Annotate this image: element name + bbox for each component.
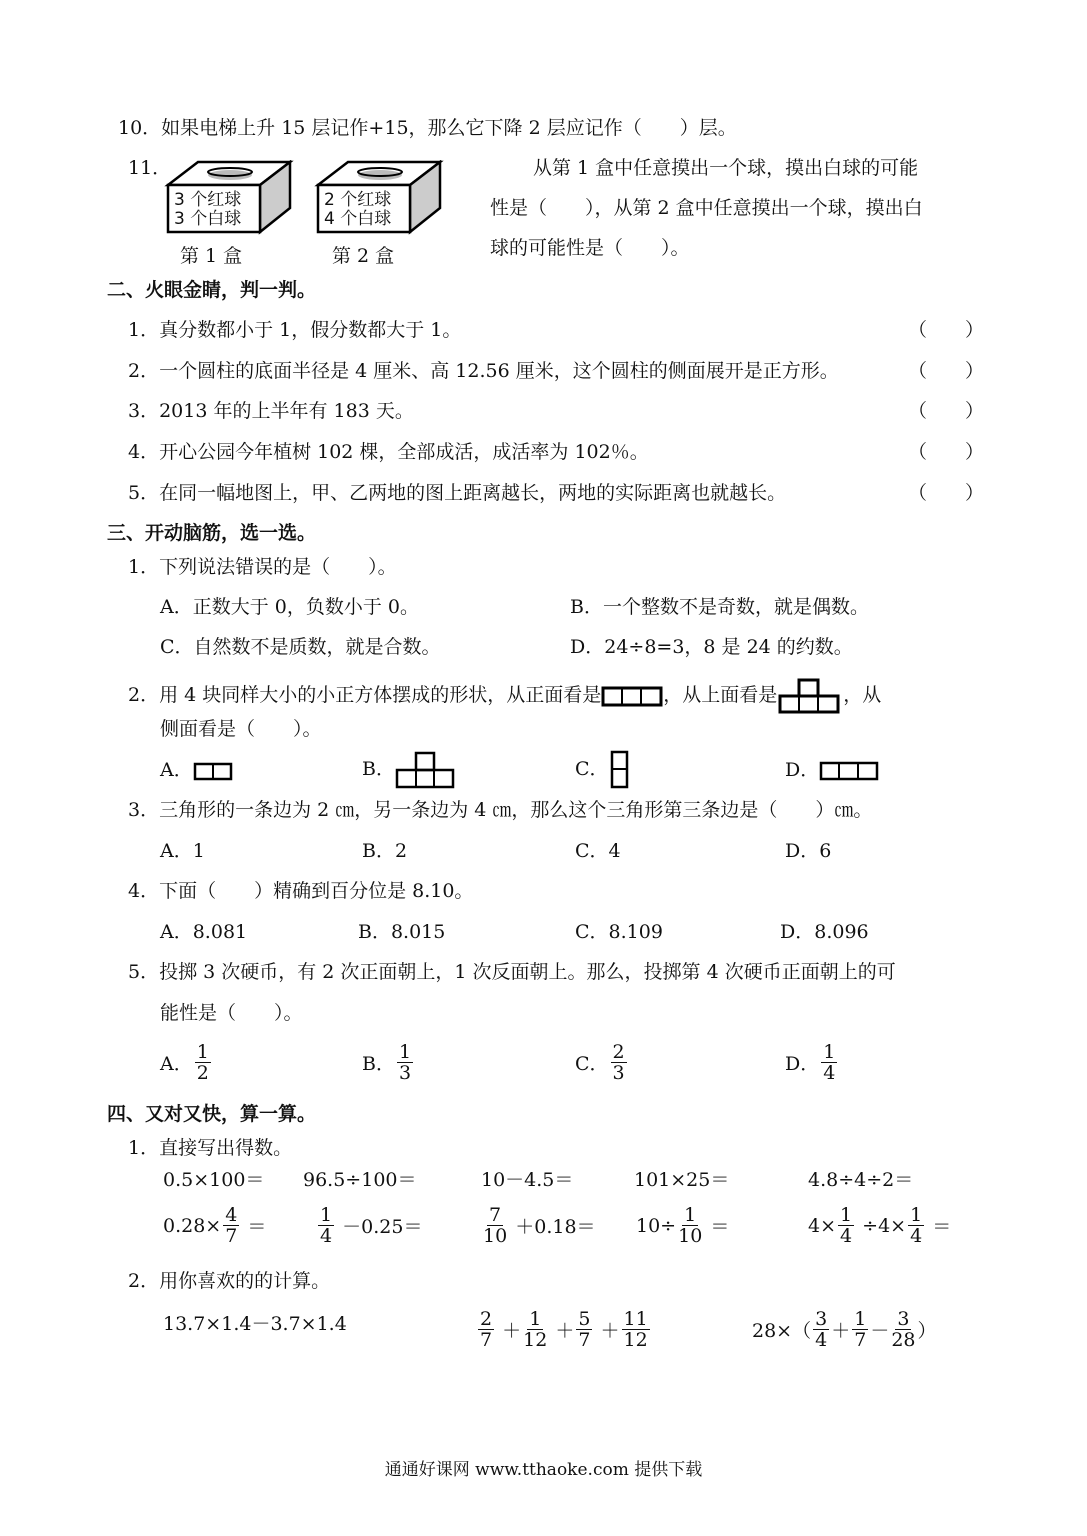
answer-paren[interactable]: （ ） (907, 441, 984, 463)
option-d: D．24÷8=3，8 是 24 的约数。 (570, 636, 853, 658)
expr-text: ÷4× (856, 1214, 907, 1237)
choice-5-text-cont: 能性是（ ）。 (160, 1002, 303, 1024)
numerator: 3 (815, 1308, 828, 1330)
option-d: D．8.096 (780, 921, 869, 943)
calc-expression (163, 1309, 347, 1336)
fraction (908, 1205, 924, 1246)
calc-1-text: 1．直接写出得数。 (128, 1137, 293, 1159)
numerator: 7 (489, 1204, 502, 1226)
denominator: 10 (483, 1225, 508, 1247)
numerator: 11 (623, 1308, 648, 1330)
expr-text: 4× (808, 1214, 837, 1237)
section-4-title: 四、又对又快，算一算。 (107, 1103, 317, 1125)
judge-item (128, 318, 984, 342)
numerator: 2 (480, 1308, 493, 1330)
denominator: 10 (678, 1225, 703, 1247)
denominator: 4 (815, 1329, 828, 1351)
denominator: 3 (612, 1062, 625, 1084)
option-a (160, 758, 235, 782)
expr-text: ＋ (496, 1320, 522, 1342)
fraction (611, 1042, 627, 1083)
text: ，从上面看是 (663, 684, 778, 706)
oral-calc: 96.5÷100＝ (303, 1169, 417, 1191)
fraction (483, 1205, 507, 1246)
section-2-title: 二、火眼金睛，判一判。 (107, 279, 317, 301)
expr-text: 28×（ (752, 1320, 812, 1342)
view-figure-d (819, 760, 881, 782)
expr-text: ＋ (594, 1320, 620, 1342)
option-a (160, 1042, 213, 1083)
answer-paren[interactable]: （ ） (907, 482, 984, 504)
fraction (223, 1205, 239, 1246)
fraction (891, 1309, 915, 1350)
denominator: 7 (480, 1329, 493, 1351)
option-c: C．4 (575, 840, 621, 862)
expr-text: 13.7×1.4－3.7×1.4 (163, 1313, 347, 1335)
fraction (318, 1205, 334, 1246)
option-label: D． (785, 759, 820, 781)
expr-text: ） (917, 1320, 937, 1342)
option-b: B．2 (362, 840, 408, 862)
text: 2．用 4 块同样大小的小正方体摆成的形状，从正面看是 (128, 684, 602, 706)
option-label: A． (160, 759, 193, 781)
question-11-line: 球的可能性是（ ）。 (490, 237, 690, 259)
view-figure-c (609, 750, 631, 790)
box-2-red: 2 个红球 (324, 190, 392, 210)
choice-2-text (128, 677, 881, 715)
option-c: C．自然数不是质数，就是合数。 (160, 636, 441, 658)
denominator: 4 (840, 1225, 853, 1247)
calc-expression (481, 1205, 596, 1246)
numerator: 1 (854, 1308, 867, 1330)
box-2-label: 第 2 盒 (332, 245, 395, 267)
option-d: D．6 (785, 840, 832, 862)
numerator: 1 (320, 1204, 333, 1226)
numerator: 1 (398, 1041, 412, 1063)
denominator: 12 (623, 1329, 648, 1351)
option-a: A．8.081 (160, 921, 248, 943)
option-label: C． (575, 1053, 609, 1075)
denominator: 7 (854, 1329, 867, 1351)
calc-expression (316, 1205, 422, 1246)
judge-text: 3．2013 年的上半年有 183 天。 (128, 400, 414, 422)
option-label: D． (785, 1053, 820, 1075)
oral-calc: 10－4.5＝ (481, 1169, 574, 1191)
choice-3-text: 3．三角形的一条边为 2 ㎝，另一条边为 4 ㎝，那么这个三角形第三条边是（ ）㎝。 (128, 799, 873, 821)
expr-text: 0.28× (163, 1214, 222, 1237)
option-c (575, 1042, 629, 1083)
fraction (397, 1042, 413, 1083)
calc-expression (808, 1205, 951, 1246)
box-1-label: 第 1 盒 (180, 245, 243, 267)
footer-source: 通通好课网 www.tthaoke.com 提供下载 (384, 1460, 703, 1480)
choice-4-text: 4．下面（ ）精确到百分位是 8.10。 (128, 880, 474, 902)
view-figure-a (193, 761, 235, 781)
choice-5-text: 5．投掷 3 次硬币，有 2 次正面朝上，1 次反面朝上。那么，投掷第 4 次硬币正面朝上的可 (128, 961, 896, 983)
judge-item (128, 359, 984, 383)
option-b: B．一个整数不是奇数，就是偶数。 (570, 596, 869, 618)
judge-text: 2．一个圆柱的底面半径是 4 厘米、高 12.56 厘米，这个圆柱的侧面展开是正方形。 (128, 360, 839, 382)
choice-2-text-cont: 侧面看是（ ）。 (160, 718, 322, 740)
fraction (838, 1205, 854, 1246)
answer-paren[interactable]: （ ） (907, 400, 984, 422)
option-d (785, 1042, 839, 1083)
denominator: 12 (523, 1329, 548, 1351)
denominator: 2 (196, 1062, 209, 1084)
option-b (362, 1042, 415, 1083)
judge-item (128, 481, 984, 505)
option-a: A．正数大于 0，负数小于 0。 (160, 596, 419, 618)
calc-expression (163, 1205, 266, 1246)
judge-text: 1．真分数都小于 1，假分数都大于 1。 (128, 319, 462, 341)
calc-expression (752, 1309, 937, 1350)
calc-expression (476, 1309, 652, 1350)
expr-text: －0.25＝ (336, 1216, 423, 1238)
oral-calc: 101×25＝ (634, 1169, 730, 1191)
denominator: 4 (320, 1225, 333, 1247)
denominator: 28 (891, 1329, 916, 1351)
numerator: 1 (910, 1204, 923, 1226)
option-b (362, 750, 457, 790)
expr-text: ＝ (704, 1216, 730, 1238)
fraction (523, 1309, 547, 1350)
option-d (785, 758, 881, 782)
option-b: B．8.015 (358, 921, 446, 943)
view-figure-b (395, 750, 457, 790)
numerator: 1 (529, 1308, 542, 1330)
judge-text: 5．在同一幅地图上，甲、乙两地的图上距离越长，两地的实际距离也就越长。 (128, 482, 787, 504)
calc-2-text: 2．用你喜欢的的计算。 (128, 1270, 331, 1292)
denominator: 4 (823, 1062, 836, 1084)
option-a: A．1 (160, 840, 205, 862)
box-2-white: 4 个白球 (324, 209, 392, 229)
question-10: 10．如果电梯上升 15 层记作+15，那么它下降 2 层应记作（ ）层。 (118, 117, 737, 139)
fraction (622, 1309, 650, 1350)
box-1-white: 3 个白球 (174, 209, 242, 229)
expr-text: ＝ (926, 1216, 952, 1238)
option-c: C．8.109 (575, 921, 663, 943)
denominator: 7 (578, 1329, 591, 1351)
expr-text: ＋0.18＝ (509, 1216, 596, 1238)
option-label: B． (362, 758, 395, 780)
expr-text: － (870, 1320, 890, 1342)
fraction (195, 1042, 211, 1083)
question-11-line: 性是（ ），从第 2 盒中任意摸出一个球，摸出白 (490, 197, 923, 219)
denominator: 3 (398, 1062, 412, 1084)
answer-paren[interactable]: （ ） (907, 360, 984, 382)
oral-calc: 0.5×100＝ (163, 1169, 265, 1191)
judge-text: 4．开心公园今年植树 102 棵，全部成活，成活率为 102％。 (128, 441, 649, 463)
top-view-figure (777, 677, 843, 715)
fraction (678, 1205, 702, 1246)
numerator: 2 (612, 1041, 625, 1063)
numerator: 5 (578, 1308, 591, 1330)
fraction (478, 1309, 494, 1350)
question-11-number: 11． (128, 157, 172, 179)
numerator: 1 (196, 1041, 209, 1063)
fraction (813, 1309, 829, 1350)
denominator: 7 (225, 1225, 238, 1247)
option-c (575, 750, 631, 790)
question-11-line: 从第 1 盒中任意摸出一个球，摸出白球的可能 (533, 157, 919, 179)
option-label: C． (575, 758, 609, 780)
option-label: B． (362, 1053, 395, 1075)
expr-text: ＝ (241, 1216, 267, 1238)
judge-item (128, 399, 984, 423)
answer-paren[interactable]: （ ） (907, 319, 984, 341)
fraction (576, 1309, 592, 1350)
numerator: 1 (840, 1204, 853, 1226)
option-label: A． (160, 1053, 193, 1075)
numerator: 1 (684, 1204, 697, 1226)
expr-text: ＋ (549, 1320, 575, 1342)
judge-item (128, 440, 984, 464)
text: ，从 (843, 684, 882, 706)
fraction (852, 1309, 868, 1350)
oral-calc: 4.8÷4÷2＝ (808, 1169, 914, 1191)
front-view-figure (601, 685, 663, 707)
fraction (821, 1042, 837, 1083)
numerator: 3 (897, 1308, 910, 1330)
numerator: 4 (225, 1204, 238, 1226)
section-3-title: 三、开动脑筋，选一选。 (107, 522, 317, 544)
calc-expression (636, 1205, 729, 1246)
numerator: 1 (823, 1041, 836, 1063)
denominator: 4 (910, 1225, 923, 1247)
box-1-red: 3 个红球 (174, 190, 242, 210)
choice-1-text: 1．下列说法错误的是（ ）。 (128, 556, 397, 578)
expr-text: 10÷ (636, 1214, 677, 1237)
expr-text: ＋ (831, 1320, 851, 1342)
